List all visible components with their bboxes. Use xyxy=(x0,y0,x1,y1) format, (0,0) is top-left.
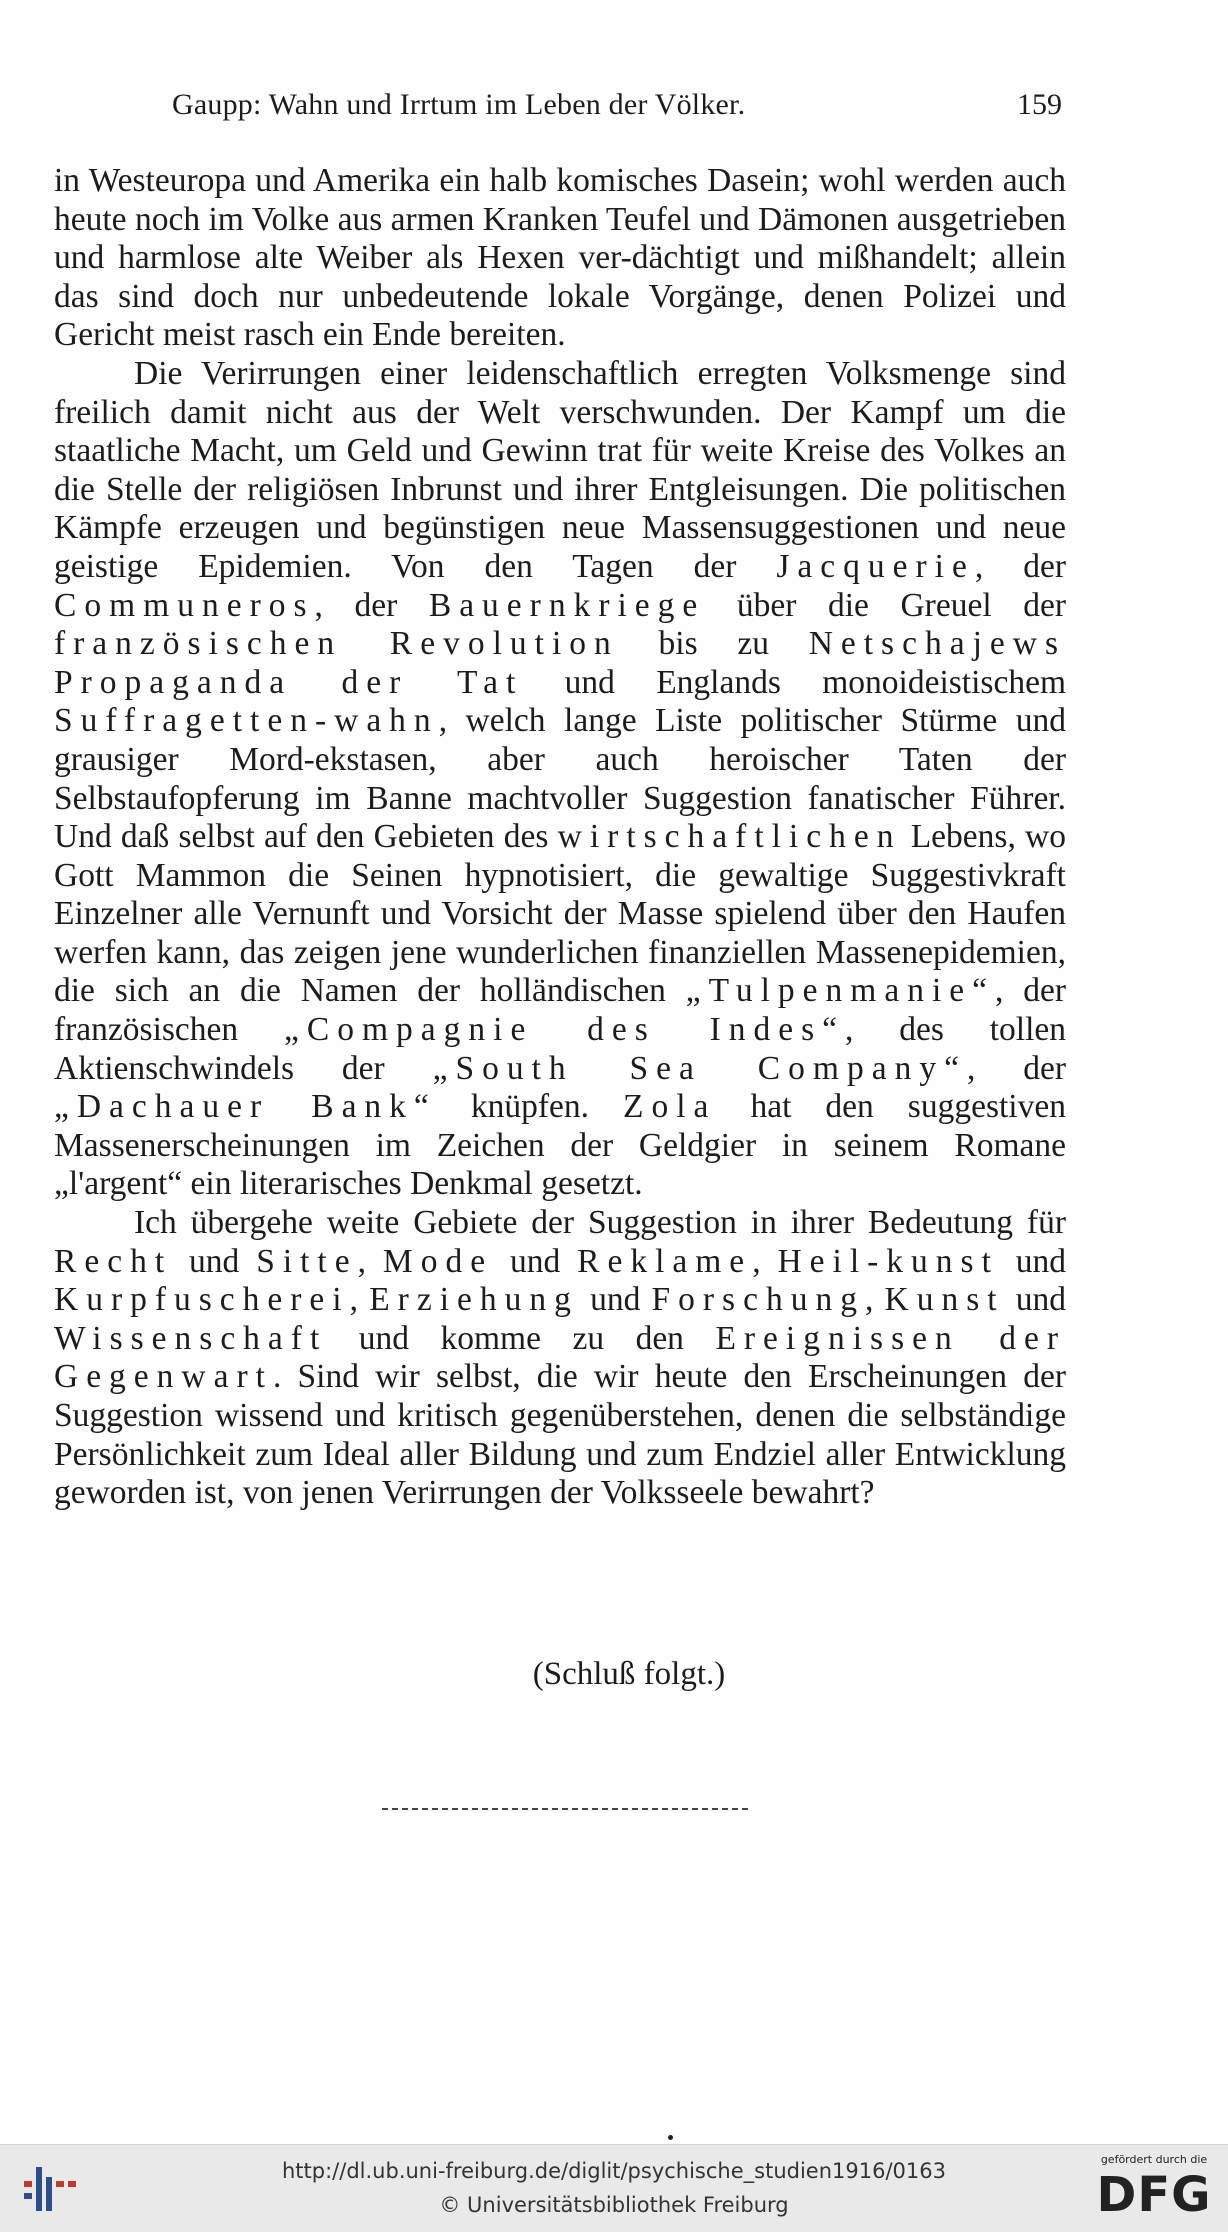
paragraph-3 xyxy=(54,1204,1066,1513)
text-run: und xyxy=(998,1242,1067,1280)
text-run: Die Verirrungen einer leidenschaftlich erregten Volksmenge sind freilich damit nicht aus der Welt verschwunden. Der Kampf um die staatliche Macht, um Geld und Gewinn trat für weite Kreise des Volkes an die Stelle der religiösen Inbrunst und ihrer Entgleisungen. Die politischen Kämpfe erzeugen und begünstigen neue Massensuggestionen und neue geistige Epidemien. Von den Tagen der xyxy=(54,354,1066,585)
text-run: über die Greuel der xyxy=(705,586,1066,624)
text-run: , der französischen xyxy=(54,972,1066,1049)
text-run: und xyxy=(578,1281,652,1319)
text-run: Ich übergehe weite Gebiete der Suggestion in ihrer Bedeutung für xyxy=(134,1204,1066,1242)
emphasis-franzoesische-revolution: französischen Revolution xyxy=(54,625,619,663)
emphasis-suffragettenwahn: Suffragetten-wahn xyxy=(54,702,439,740)
emphasis-bauernkriege: Bauernkriege xyxy=(428,586,706,624)
emphasis-sitte: Sitte xyxy=(256,1242,358,1280)
emphasis-kunst: Kunst xyxy=(884,1281,1005,1319)
paragraph-1: in Westeuropa und Amerika ein halb komisches Dasein; wohl werden auch heute noch im Volke aus armen Kranken Teufel und Dämonen ausgetrieben und harmlose alte Weiber als Hexen ver-dächtigt und mißhandelt; allein das sind doch nur unbedeutende lokale Vorgänge, denen Polizei und Gericht meist rasch ein Ende bereiten. xyxy=(54,162,1066,354)
text-run: , xyxy=(357,1242,383,1280)
closing-text: (Schluß folgt.) xyxy=(532,1656,726,1692)
emphasis-kurpfuscherei: Kurpfuscherei xyxy=(54,1281,350,1319)
emphasis-reklame: Reklame xyxy=(577,1242,753,1280)
text-run: und Englands monoideistischem xyxy=(523,663,1067,701)
stray-dot xyxy=(668,2135,673,2140)
viewer-footer xyxy=(0,2144,1228,2232)
emphasis-compagnie-des-indes: „Compagnie des Indes“ xyxy=(284,1011,846,1049)
text-run: und xyxy=(493,1242,578,1280)
text-run: , der xyxy=(314,586,429,624)
text-run: , der xyxy=(966,1049,1066,1087)
emphasis-erziehung: Erziehung xyxy=(369,1281,579,1319)
end-rule-divider xyxy=(382,1808,748,1810)
emphasis-south-sea-company: „South Sea Company“ xyxy=(432,1049,967,1087)
emphasis-mode: Mode xyxy=(382,1242,494,1280)
text-run: und xyxy=(172,1242,257,1280)
text-run: , der xyxy=(974,547,1066,585)
emphasis-heilkunst: Heil-kunst xyxy=(777,1242,999,1280)
text-run: und komme zu den xyxy=(327,1319,716,1357)
emphasis-communeros: Communeros xyxy=(54,586,315,624)
emphasis-netschajews-propaganda: Netschajews Propaganda der Tat xyxy=(54,625,1066,701)
body-text xyxy=(54,162,1066,1513)
dfg-caption: gefördert durch die xyxy=(1100,2153,1208,2166)
emphasis-wissenschaft: Wissenschaft xyxy=(54,1319,328,1357)
emphasis-recht: Recht xyxy=(54,1242,173,1280)
emphasis-forschung: Forschung xyxy=(651,1281,865,1319)
text-run: , welch lange Liste politischer Stürme und grausiger Mord-ekstasen, aber auch heroischer Taten der Selbstaufopferung im Banne machtvoller Suggestion fanatischer Führer. Und daß selbst auf den Gebieten des xyxy=(54,702,1066,856)
text-run: und xyxy=(1004,1281,1067,1319)
text-run: knüpfen. xyxy=(436,1088,624,1126)
emphasis-zola: Zola xyxy=(623,1088,717,1126)
text-run: , des tollen Aktienschwindels der xyxy=(54,1011,1067,1087)
dfg-logo xyxy=(1092,2153,1216,2225)
running-head xyxy=(172,88,1062,132)
copyright-notice: © Universitätsbibliothek Freiburg xyxy=(439,2193,789,2217)
emphasis-ereignissen-der-gegenwart: Ereignissen der Gegenwart xyxy=(54,1319,1066,1396)
text-run: . Sind wir selbst, die wir heute den Erscheinungen der Suggestion wissend und kritisch gegenüberstehen, denen die selbständige Persönlichkeit zum Ideal aller Bildung und zum Endziel aller Entwicklung geworden ist, von jenen Verirrungen der Volksseele bewahrt? xyxy=(54,1358,1066,1512)
text-run: hat den suggestiven Massenerscheinungen im Zeichen der Geldgier in seinem Romane „l'argent“ ein literarisches Denkmal gesetzt. xyxy=(54,1088,1066,1203)
paragraph-2 xyxy=(54,355,1066,1204)
emphasis-jacquerie: Jacquerie xyxy=(776,547,975,585)
permalink-url[interactable]: http://dl.ub.uni-freiburg.de/diglit/psychische_studien1916/0163 xyxy=(282,2159,946,2183)
emphasis-wirtschaftlichen: wirtschaftlichen xyxy=(557,818,902,856)
text-run: , xyxy=(864,1281,885,1319)
text-run: , xyxy=(349,1281,370,1319)
text-run: , xyxy=(752,1242,778,1280)
dfg-mark: DFG xyxy=(1096,2167,1212,2223)
emphasis-dachauer-bank: „Dachauer Bank“ xyxy=(54,1088,437,1126)
closing-note xyxy=(0,1656,1228,1693)
running-title: Gaupp: Wahn und Irrtum im Leben der Völker. xyxy=(172,88,746,121)
text-run: bis zu xyxy=(618,625,809,663)
text-run: Lebens, wo Gott Mammon die Seinen hypnotisiert, die gewaltige Suggestivkraft Einzelner alle Vernunft und Vorsicht der Masse spielend über den Haufen werfen kann, das zeigen jene wunderlichen finanziellen Massenepidemien, die sich an die Namen der holländischen xyxy=(54,818,1066,1010)
emphasis-tulpenmanie: „Tulpenmanie“ xyxy=(685,972,996,1010)
page-number: 159 xyxy=(1017,88,1062,121)
